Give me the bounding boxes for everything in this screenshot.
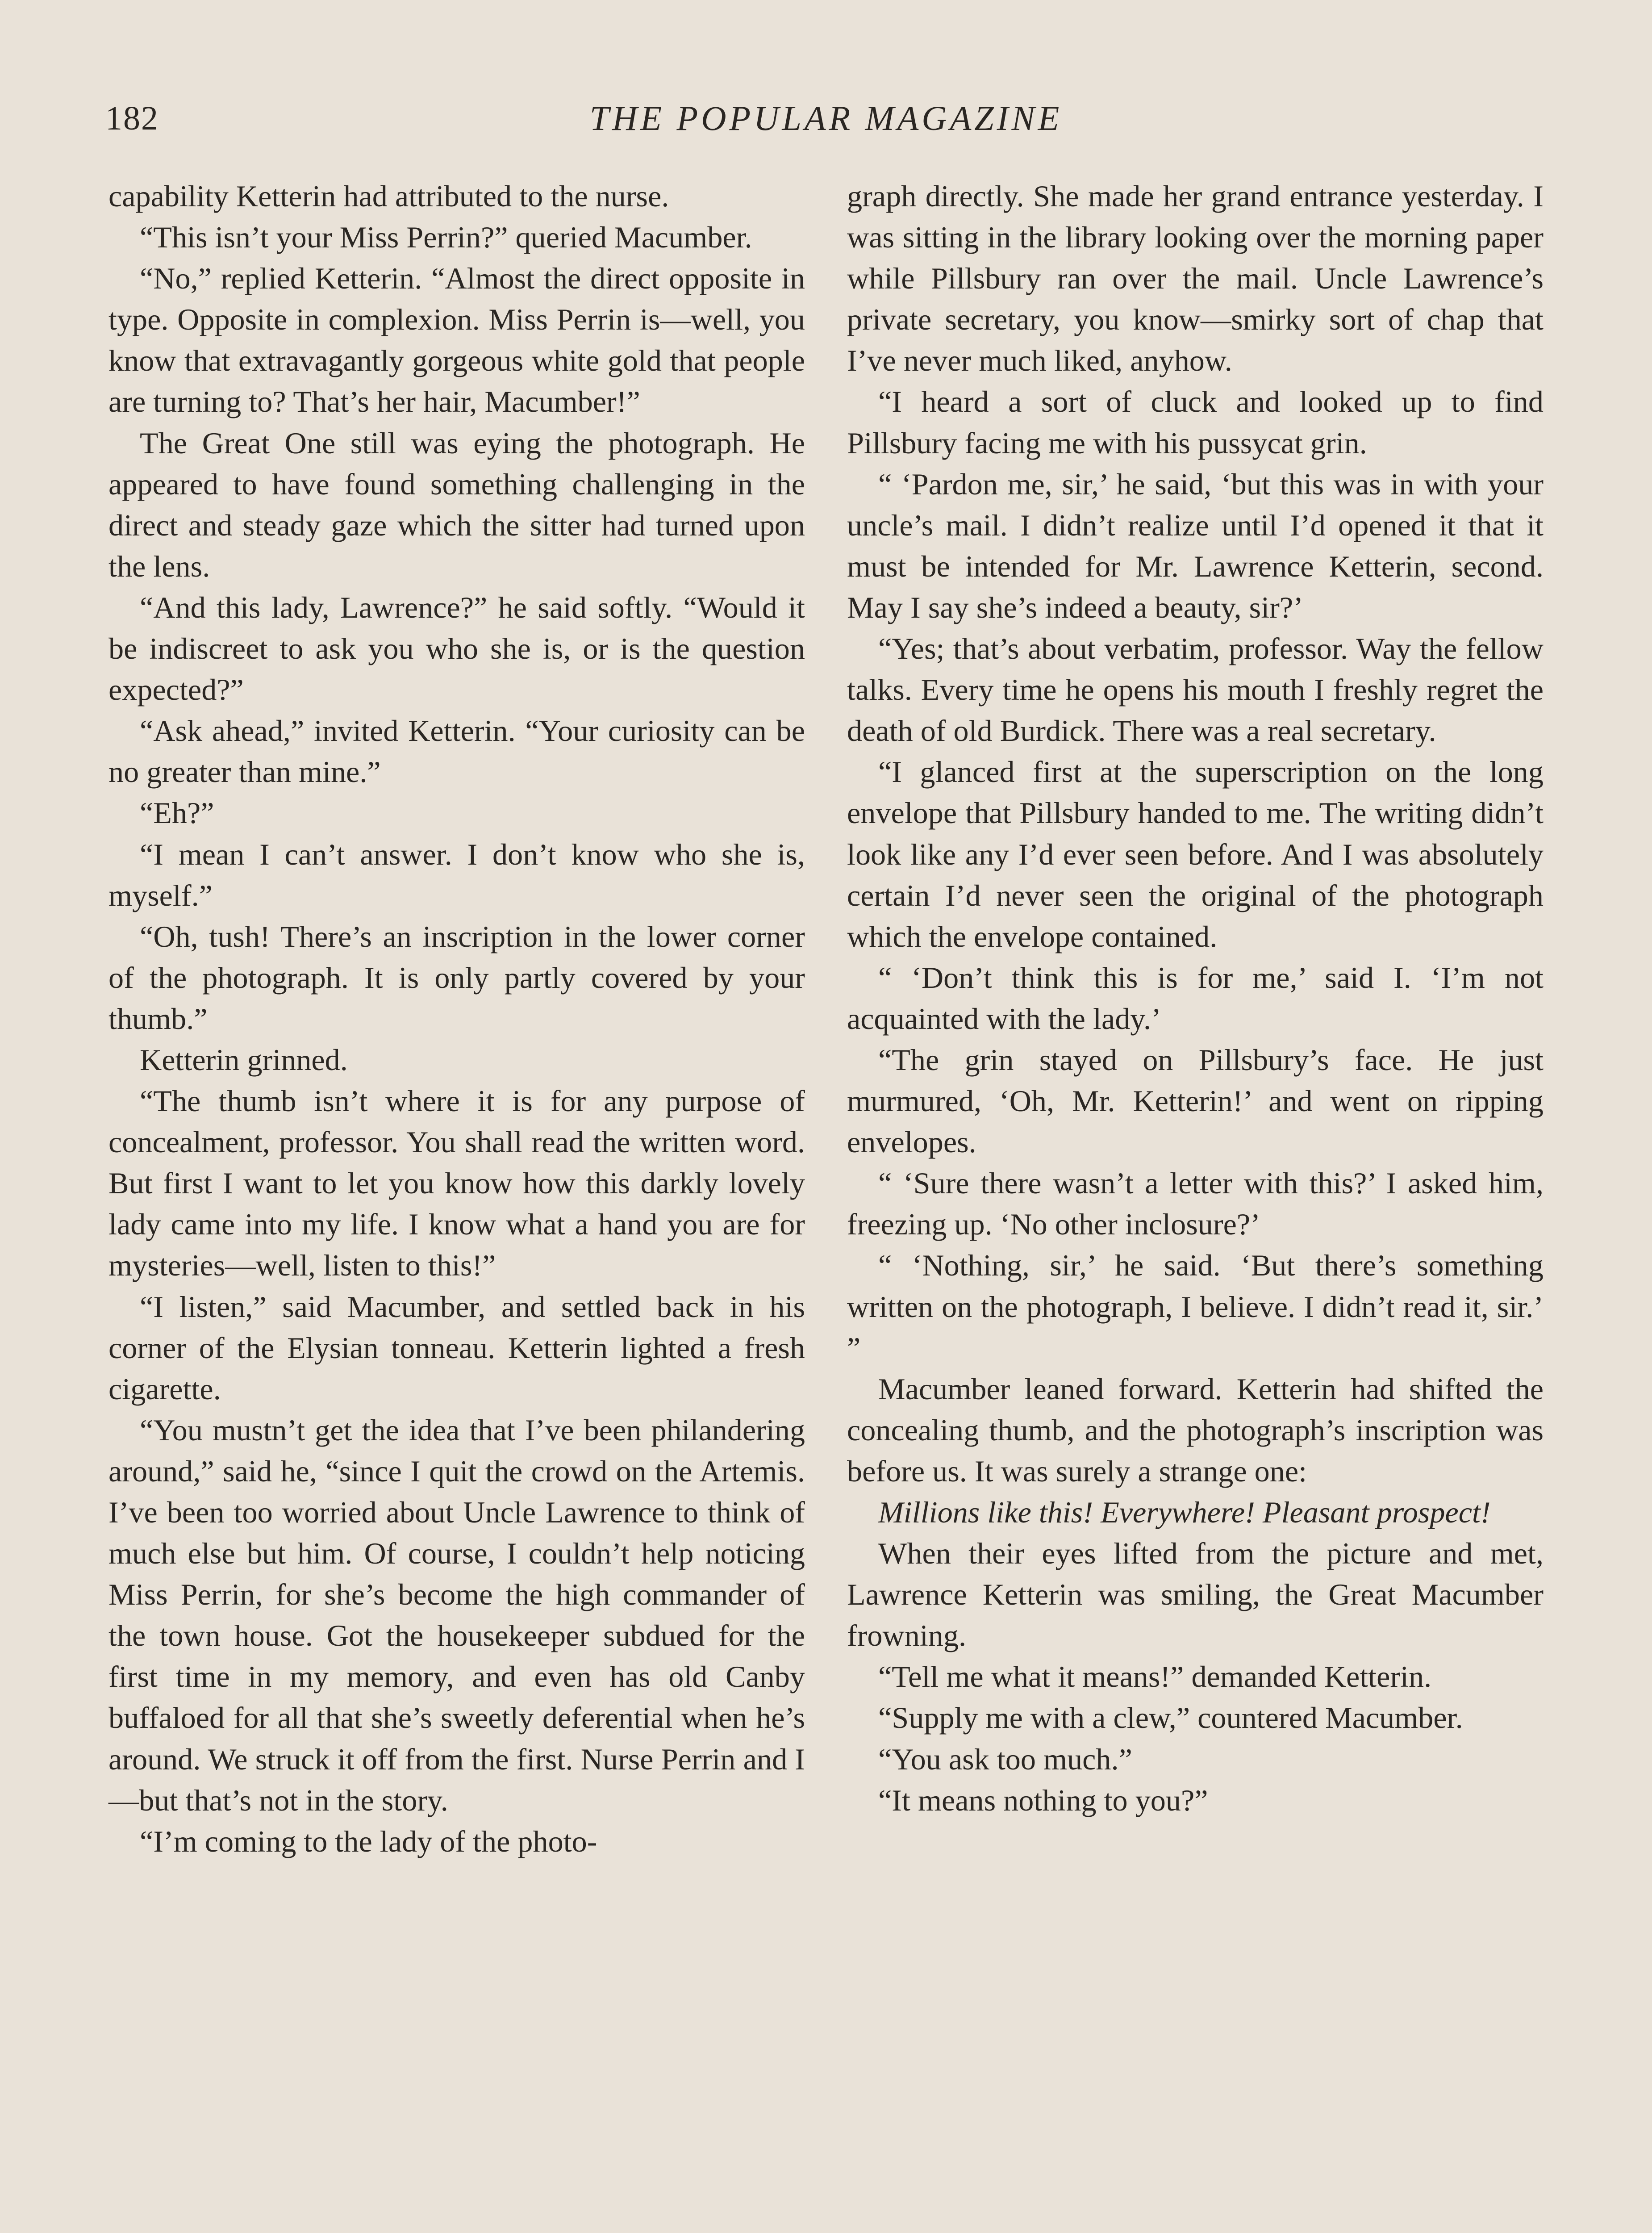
- running-title: THE POPULAR MAGAZINE: [589, 99, 1063, 138]
- paragraph: When their eyes lifted from the picture and met, Lawrence Ketterin was smiling, the Great Macumber frowning.: [847, 1536, 1544, 1653]
- paragraph: “You ask too much.”: [878, 1742, 1132, 1776]
- paragraph: “Tell me what it means!” demanded Ketterin.: [878, 1660, 1432, 1694]
- paragraph: “It means nothing to you?”: [878, 1783, 1208, 1817]
- paragraph: “And this lady, Lawrence?” he said softly. “Would it be indiscreet to ask you who she is, or is the question expected?”: [108, 590, 805, 707]
- paragraph: “I glanced first at the superscription on the long envelope that Pillsbury handed to me. The writing didn’t look like any I’d ever seen before. And I was absolutely certain I’d never seen the original of the photograph which the envelope contained.: [847, 755, 1544, 953]
- paragraph: “No,” replied Ketterin. “Almost the direct opposite in type. Opposite in complexion. Miss Perrin is—well, you know that extravagantly gorgeous white gold that people are turning to? That’s her hair, Macumber!”: [108, 261, 805, 419]
- paragraph: “I mean I can’t answer. I don’t know who she is, myself.”: [108, 837, 805, 912]
- right-text-column: [847, 176, 1544, 1821]
- paragraph: “ ‘Nothing, sir,’ he said. ‘But there’s something written on the photograph, I believe. I didn’t read it, sir.’ ”: [847, 1248, 1544, 1365]
- page-number: 182: [105, 100, 159, 137]
- paragraph: “Oh, tush! There’s an inscription in the lower corner of the photograph. It is only partly covered by your thumb.”: [108, 919, 805, 1036]
- left-text-column: [108, 176, 805, 1862]
- paragraph: Macumber leaned forward. Ketterin had shifted the concealing thumb, and the photograph’s inscription was before us. It was surely a strange one:: [847, 1372, 1544, 1488]
- paragraph: “I listen,” said Macumber, and settled back in his corner of the Elysian tonneau. Ketterin lighted a fresh cigarette.: [108, 1289, 805, 1406]
- paragraph: “This isn’t your Miss Perrin?” queried Macumber.: [140, 220, 752, 255]
- page-header: [0, 96, 1652, 145]
- paragraph: capability Ketterin had attributed to the nurse.: [108, 179, 669, 213]
- paragraph: Ketterin grinned.: [140, 1042, 348, 1077]
- paragraph: “ ‘Sure there wasn’t a letter with this?’ I asked him, freezing up. ‘No other inclosure?’: [847, 1166, 1544, 1242]
- paragraph: “Supply me with a clew,” countered Macumber.: [878, 1701, 1463, 1735]
- paragraph: “The grin stayed on Pillsbury’s face. He just murmured, ‘Oh, Mr. Ketterin!’ and went on ripping envelopes.: [847, 1042, 1544, 1159]
- paragraph: “The thumb isn’t where it is for any purpose of concealment, professor. You shall read the written word. But first I want to let you know how this darkly lovely lady came into my life. I know what a hand you are for mysteries—well, listen to this!”: [108, 1084, 805, 1283]
- paragraph: “Yes; that’s about verbatim, professor. Way the fellow talks. Every time he opens his mouth I freshly regret the death of old Burdick. There was a real secretary.: [847, 631, 1544, 748]
- paragraph: “I’m coming to the lady of the photo-: [140, 1824, 597, 1858]
- paragraph: The Great One still was eying the photograph. He appeared to have found something challenging in the direct and steady gaze which the sitter had turned upon the lens.: [108, 426, 805, 583]
- paragraph: “ ‘Don’t think this is for me,’ said I. ‘I’m not acquainted with the lady.’: [847, 960, 1544, 1036]
- paragraph: “You mustn’t get the idea that I’ve been philandering around,” said he, “since I quit the crowd on the Artemis. I’ve been too worried about Uncle Lawrence to think of much else but him. Of course, I couldn’t help noticing Miss Perrin, for she’s become the high commander of the town house. Got the housekeeper subdued for the first time in my memory, and even has old Canby buffaloed for all that she’s sweetly deferential when he’s around. We struck it off from the first. Nurse Perrin and I—but that’s not in the story.: [108, 1413, 805, 1817]
- paragraph: “I heard a sort of cluck and looked up to find Pillsbury facing me with his pussycat grin.: [847, 385, 1544, 460]
- paragraph: “Ask ahead,” invited Ketterin. “Your curiosity can be no greater than mine.”: [108, 714, 805, 789]
- paragraph: “ ‘Pardon me, sir,’ he said, ‘but this was in with your uncle’s mail. I didn’t realize until I’d opened it that it must be intended for Mr. Lawrence Ketterin, second. May I say she’s indeed a beauty, sir?’: [847, 467, 1544, 624]
- paragraph: graph directly. She made her grand entrance yesterday. I was sitting in the library looking over the morning paper while Pillsbury ran over the mail. Uncle Lawrence’s private secretary, you know—smirky sort of chap that I’ve never much liked, anyhow.: [847, 179, 1544, 378]
- paragraph: Millions like this! Everywhere! Pleasant prospect!: [878, 1495, 1491, 1529]
- paragraph: “Eh?”: [140, 796, 214, 830]
